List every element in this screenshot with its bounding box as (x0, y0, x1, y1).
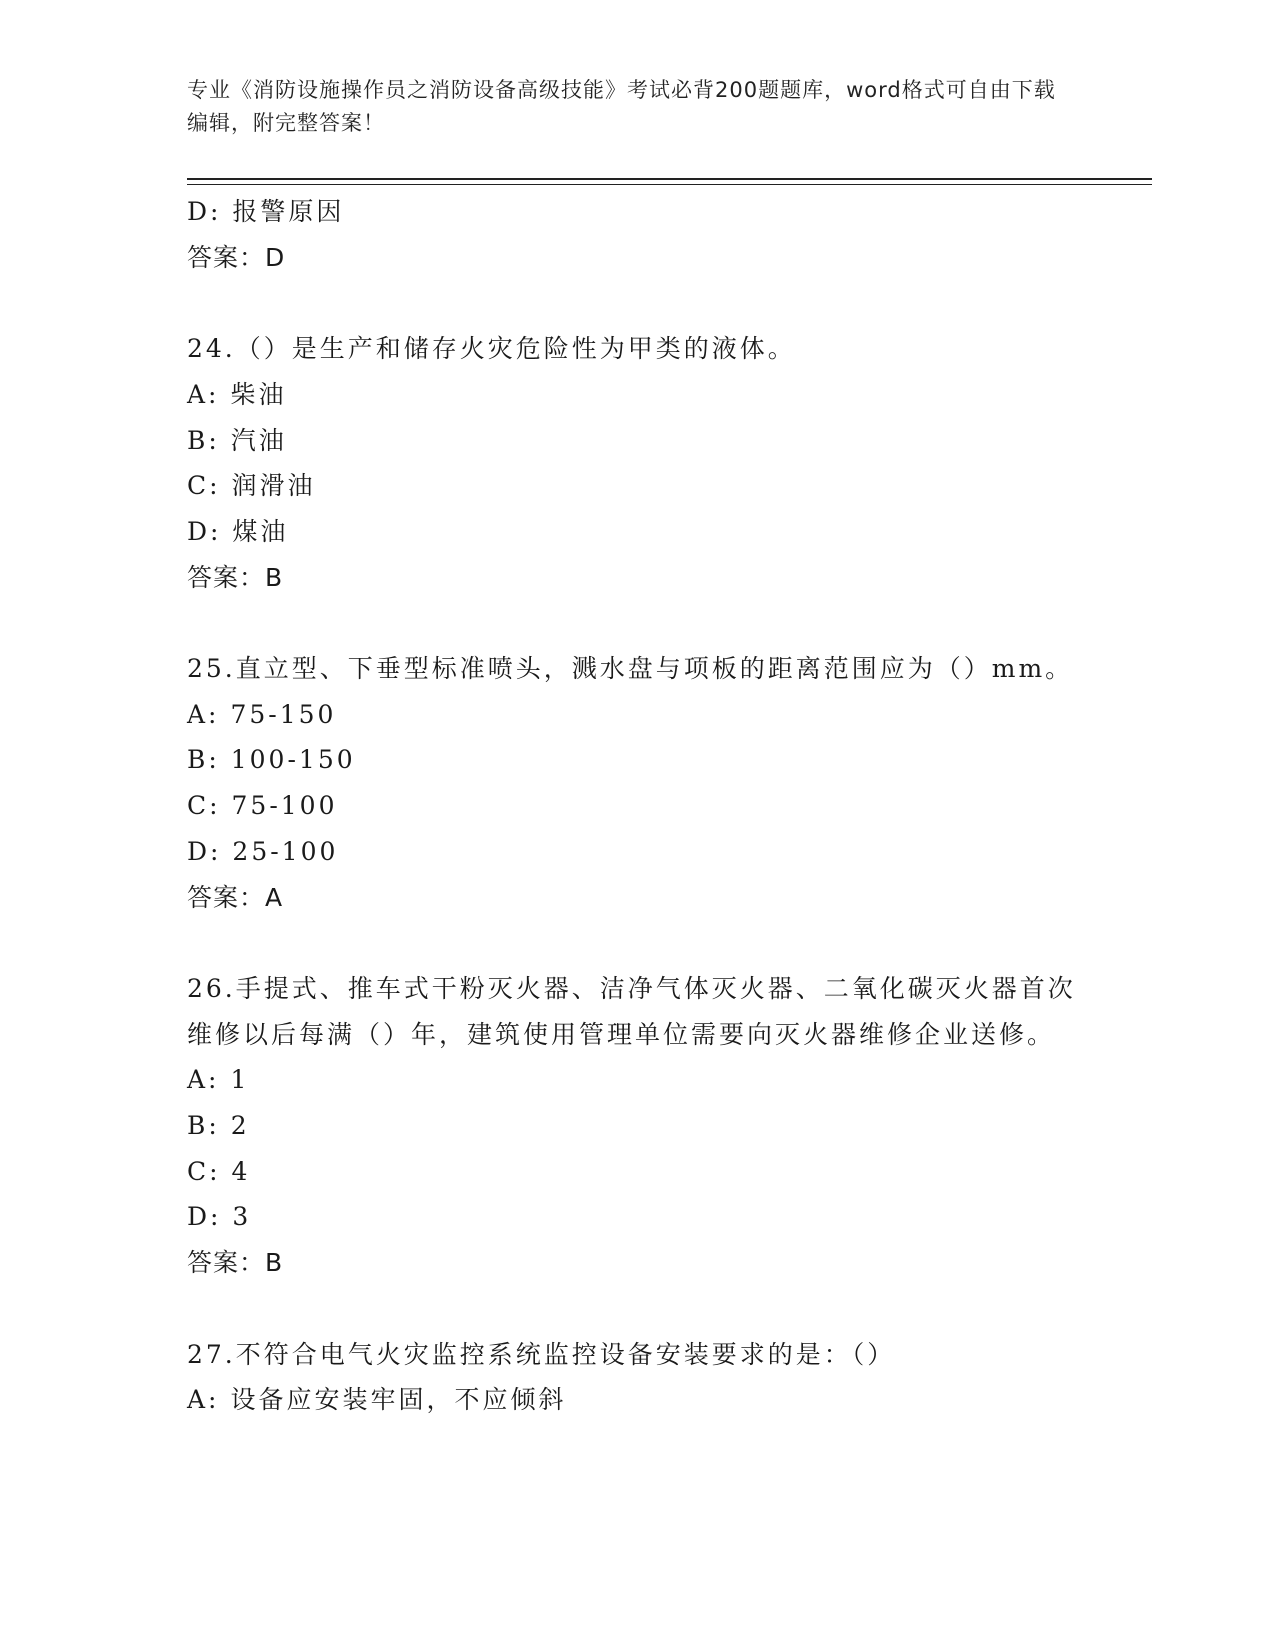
option-item (187, 783, 1077, 829)
question-24 (187, 326, 1077, 600)
option-text: 4 (231, 1156, 251, 1186)
answer-label: 答案： (187, 242, 266, 272)
question-text (187, 326, 1077, 372)
option-item (187, 1377, 1077, 1423)
question-number: 26. (187, 973, 236, 1003)
option-label: B: (187, 425, 220, 455)
option-text: 柴油 (230, 379, 287, 409)
option-label: B: (187, 745, 220, 775)
option-item (187, 692, 1077, 738)
question-number: 27. (187, 1339, 236, 1369)
option-label: A: (187, 1385, 220, 1415)
option-label: C: (187, 791, 221, 821)
option-item (187, 737, 1077, 783)
question-text (187, 966, 1077, 1057)
option-label: A: (187, 379, 220, 409)
option-text: 设备应安装牢固，不应倾斜 (230, 1385, 567, 1415)
option-label: D: (187, 836, 222, 866)
option-item (187, 1194, 1077, 1240)
answer-value: D (265, 242, 286, 272)
option-item (187, 829, 1077, 875)
option-text: 3 (232, 1202, 252, 1232)
option-item (187, 189, 1077, 235)
option-text: 2 (230, 1111, 250, 1141)
option-label: D: (187, 1202, 222, 1232)
option-label: D: (187, 516, 222, 546)
answer-label: 答案： (187, 882, 266, 912)
option-text: 润滑油 (231, 471, 316, 501)
option-text: 75-150 (230, 699, 337, 729)
option-text: 100-150 (230, 745, 356, 775)
option-item (187, 372, 1077, 418)
option-text: 25-100 (232, 836, 339, 866)
header-rule-thick (187, 178, 1152, 180)
question-25 (187, 646, 1077, 920)
option-item (187, 418, 1077, 464)
option-item (187, 1057, 1077, 1103)
option-label: A: (187, 699, 220, 729)
answer-value: B (265, 562, 284, 592)
option-item (187, 1149, 1077, 1195)
answer-value: A (265, 882, 284, 912)
question-text (187, 646, 1077, 692)
answer-label: 答案： (187, 562, 266, 592)
answer-line (187, 555, 1077, 601)
header-rule-thin (187, 184, 1152, 185)
option-label: A: (187, 1065, 220, 1095)
option-item (187, 463, 1077, 509)
question-number: 25. (187, 654, 236, 683)
question-26 (187, 966, 1077, 1286)
option-label: D: (187, 197, 222, 226)
document-body (187, 189, 1077, 1423)
answer-line (187, 1240, 1077, 1286)
question-body: 不符合电气火灾监控系统监控设备安装要求的是：（） (235, 1339, 896, 1369)
question-number: 24. (187, 334, 236, 364)
answer-line (187, 875, 1077, 921)
option-label: C: (187, 1156, 221, 1186)
option-item (187, 509, 1077, 555)
option-label: B: (187, 1111, 220, 1141)
answer-line (187, 235, 1077, 281)
option-text: 1 (230, 1065, 250, 1095)
question-body: 直立型、下垂型标准喷头，溅水盘与项板的距离范围应为（）mm。 (235, 654, 1074, 683)
question-27 (187, 1332, 1077, 1423)
question-text (187, 1332, 1077, 1378)
option-label: C: (187, 471, 221, 501)
question-body: （）是生产和储存火灾危险性为甲类的液体。 (235, 334, 796, 364)
question-body: 手提式、推车式干粉灭火器、洁净气体灭火器、二氧化碳灭火器首次维修以后每满（）年，建筑使用管理单位需要向灭火器维修企业送修。 (187, 973, 1076, 1049)
answer-label: 答案： (187, 1248, 266, 1278)
answer-value: B (265, 1248, 284, 1278)
option-text: 煤油 (232, 516, 289, 546)
option-text: 报警原因 (232, 197, 345, 226)
option-text: 75-100 (231, 791, 338, 821)
option-item (187, 1103, 1077, 1149)
document-header (187, 74, 1067, 140)
option-text: 汽油 (230, 425, 287, 455)
header-title: 专业《消防设施操作员之消防设备高级技能》考试必背200题题库，word格式可自由下载编辑，附完整答案！ (187, 78, 1056, 135)
